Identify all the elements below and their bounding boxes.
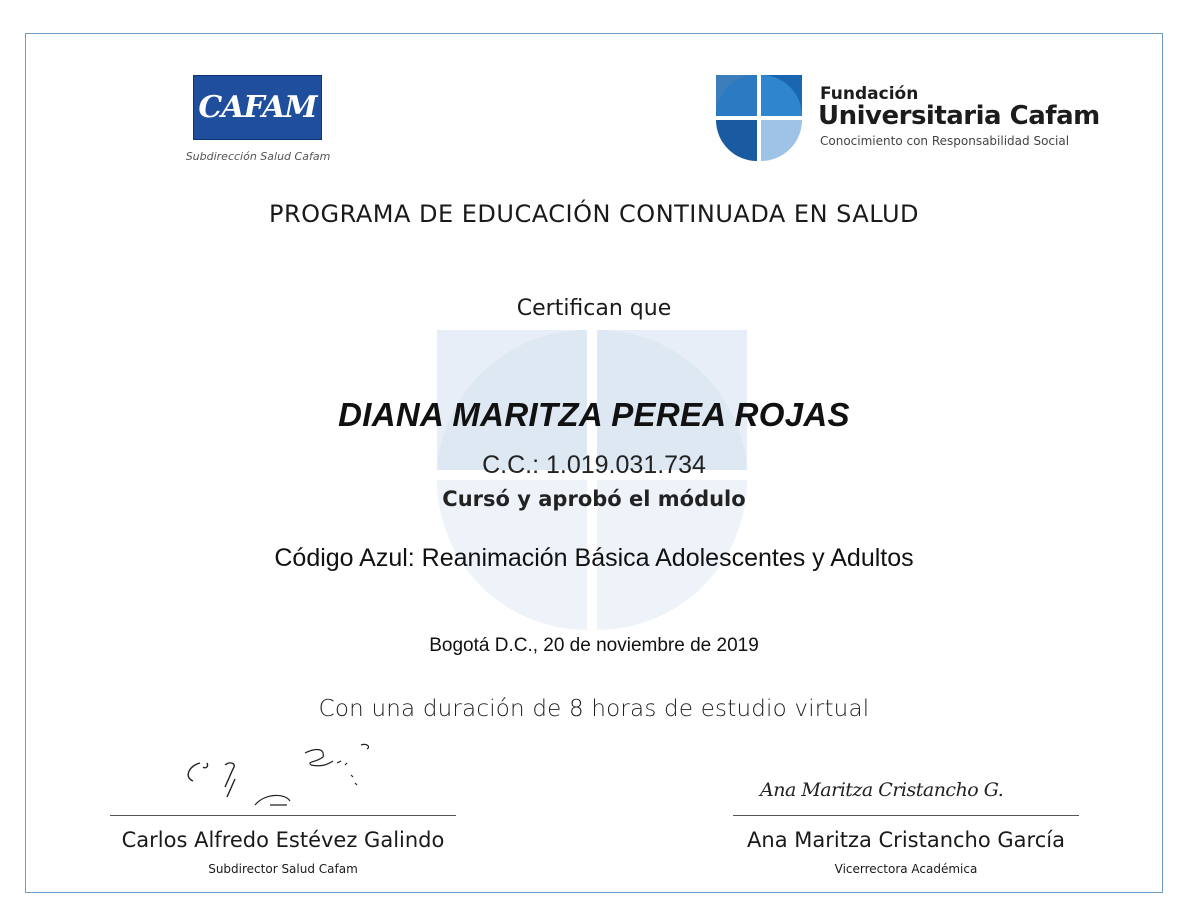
- place-date: Bogotá D.C., 20 de noviembre de 2019: [429, 635, 759, 656]
- signatory-name-right: Ana Maritza Cristancho García: [747, 828, 1065, 852]
- university-tagline: Conocimiento con Responsabilidad Social: [820, 134, 1070, 148]
- completion-text: Cursó y aprobó el módulo: [442, 487, 746, 511]
- id-document: C.C.: 1.019.031.734: [482, 451, 706, 479]
- signatory-name-left: Carlos Alfredo Estévez Galindo: [121, 828, 445, 852]
- cafam-wordmark: CAFAM: [198, 90, 317, 125]
- cafam-subtitle: Subdirección Salud Cafam: [185, 150, 331, 163]
- intro-text: Certifican que: [516, 296, 672, 321]
- university-line2: Universitaria Cafam: [818, 101, 1100, 131]
- program-title: PROGRAMA DE EDUCACIÓN CONTINUADA EN SALUD: [268, 200, 919, 228]
- signatory-role-left: Subdirector Salud Cafam: [208, 862, 358, 876]
- signature-line-right: [733, 815, 1079, 816]
- signature-line-left: [110, 815, 456, 816]
- signature-left: [175, 735, 395, 815]
- signatory-role-right: Vicerrectora Académica: [834, 862, 978, 876]
- cafam-logo: [193, 75, 322, 140]
- recipient-name: DIANA MARITZA PEREA ROJAS: [338, 396, 850, 433]
- signature-right: Ana Maritza Cristancho G.: [760, 779, 1004, 801]
- course-title: Código Azul: Reanimación Básica Adolescentes y Adultos: [274, 544, 914, 572]
- watermark-logo-icon: [437, 330, 747, 630]
- university-line1: Fundación: [820, 84, 919, 104]
- duration-text: Con una duración de 8 horas de estudio virtual: [318, 696, 870, 722]
- university-logo-icon: [716, 75, 802, 161]
